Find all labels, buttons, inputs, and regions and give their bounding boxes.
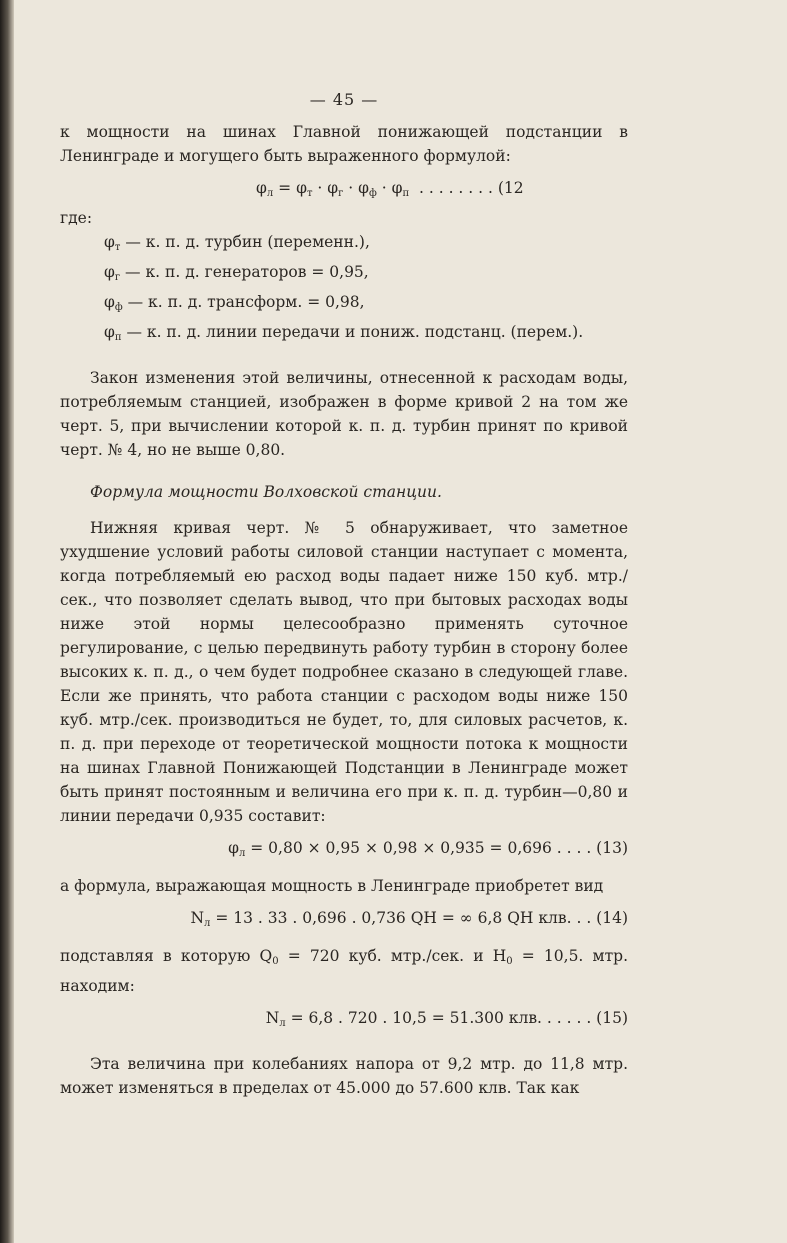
intro-paragraph: к мощности на шинах Главной понижающей подстанции в Ленинграде и могущего быть выраженного формулой:	[60, 123, 628, 165]
book-spine-shadow	[0, 0, 14, 1243]
definition-item: $\varphi_т$ — к. п. д. турбин (переменн.),	[104, 233, 370, 253]
paragraph-3: Эта величина при колебаниях напора от 9,2 мтр. до 11,8 мтр. может изменяться в пределах от 45.000 до 57.600 клв. Так как	[60, 1055, 628, 1097]
document-page	[60, 88, 628, 1100]
formula-15: $N_л = 6,8$ . 720 . 10,5 = 51.300 клв. . . . . . (15)	[265, 1009, 628, 1029]
paragraph-2: Нижняя кривая черт. № 5 обнаруживает, что заметное ухудшение условий работы силовой станции наступает с момента, когда потребляемый ею расход воды падает ниже 150 куб. мтр./сек., что позволяет сделать вывод, что при бытовых расходах воды ниже этой нормы целесообразно применять суточное регулирование, с целью передвинуть работу турбин в сторону более высоких к. п. д., о чем будет подробнее сказано в следующей главе. Если же принять, что работа станции с расходом воды ниже 150 куб. мтр./сек. производиться не будет, то, для силовых расчетов, к. п. д. при переходе от теоретической мощности потока к мощности на шинах Главной Понижающей Подстанции в Ленинграде может быть принят постоянным и величина его при к. п. д. турбин—0,80 и линии передачи 0,935 составит:	[60, 519, 628, 825]
definition-item: $\varphi_ф$ — к. п. д. трансформ. = 0,98,	[104, 293, 365, 313]
paragraph-1: Закон изменения этой величины, отнесенной к расходам воды, потребляемым станцией, изображен в форме кривой 2 на том же черт. 5, при вычислении которой к. п. д. турбин принят по кривой черт. № 4, но не выше 0,80.	[60, 369, 628, 459]
section-heading: Формула мощности Волховской станции.	[90, 483, 442, 501]
page-number: — 45 —	[309, 90, 379, 109]
definition-item: $\varphi_п$ — к. п. д. линии передачи и пониж. подстанц. (перем.).	[104, 323, 584, 343]
definitions-list	[104, 230, 628, 350]
formula-14: $N_л = 13$ . 33 . 0,696 . 0,736 QH = ∞ 6,8 QH клв. . . (14)	[190, 909, 628, 929]
formula-13: $\varphi_л = 0,80 \times 0,95 \times 0,98 \times 0,935 = 0,696$ . . . . (13)	[228, 839, 628, 859]
definition-item: $\varphi_г$ — к. п. д. генераторов = 0,95,	[104, 263, 369, 283]
line-after-14: подставляя в которую $Q_0 = 720$ куб. мтр./сек. и $H_0 = 10,5$. мтр. находим:	[60, 947, 628, 995]
where-label: где:	[60, 209, 93, 227]
formula-12-number: (12	[497, 179, 524, 197]
line-after-13: а формула, выражающая мощность в Ленинграде приобретет вид	[60, 877, 604, 895]
formula-12: $\varphi_л = \varphi_т \cdot \varphi_г \cdot \varphi_ф \cdot \varphi_п$ . . . . . . . . (12	[256, 179, 524, 199]
